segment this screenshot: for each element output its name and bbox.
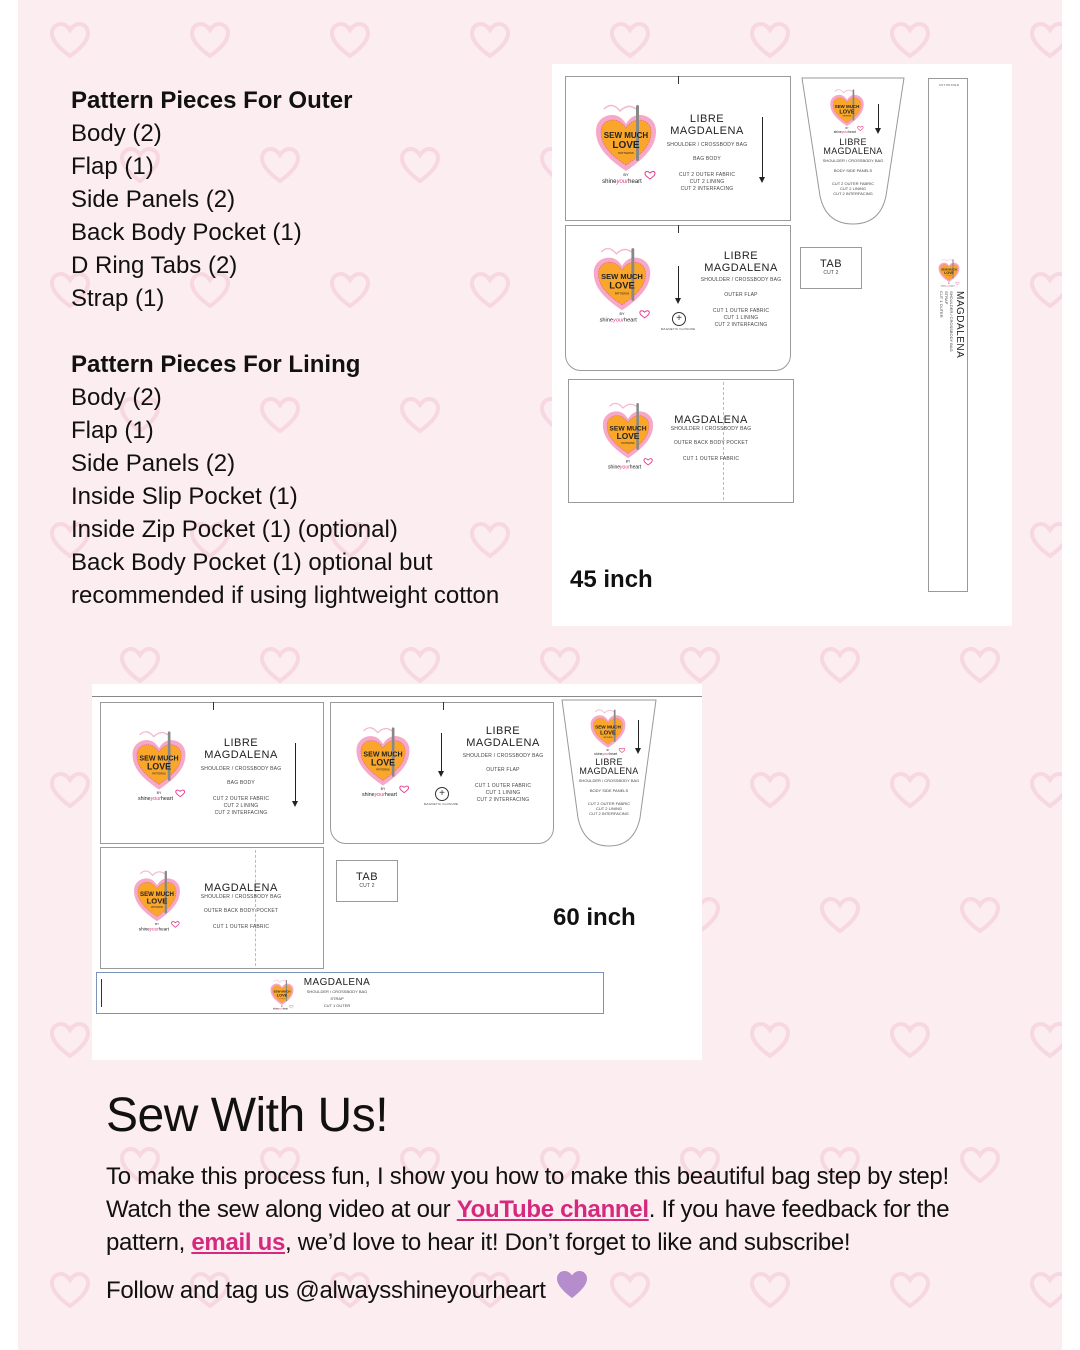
piece-name: OUTER BACK BODY POCKET	[673, 440, 749, 446]
back-pocket-piece	[568, 379, 794, 503]
piece-title: TAB	[819, 258, 843, 270]
notch-mark	[678, 225, 679, 233]
follow-line	[106, 1270, 588, 1307]
svg-text:PATTERNS: PATTERNS	[621, 442, 635, 446]
svg-text:BY: BY	[154, 922, 160, 926]
piece-name: STRAP	[330, 996, 344, 1001]
svg-text:PATTERNS: PATTERNS	[152, 772, 166, 776]
svg-text:LOVE: LOVE	[600, 730, 616, 737]
svg-text:LOVE: LOVE	[944, 271, 954, 276]
piece-cut-info: CUT 2	[823, 270, 839, 276]
lining-pieces-list	[71, 348, 499, 612]
svg-text:LOVE: LOVE	[276, 993, 288, 998]
svg-text:PATTERNS: PATTERNS	[151, 907, 163, 910]
svg-text:LOVE: LOVE	[371, 757, 395, 768]
list-item: Strap (1)	[71, 285, 165, 312]
piece-cut-info: CUT 1 OUTER	[323, 1003, 351, 1008]
piece-title: LIBRE MAGDALENA	[823, 137, 883, 156]
svg-text:shineyourheart: shineyourheart	[599, 317, 637, 324]
piece-name: OUTER BACK BODY POCKET	[203, 908, 279, 914]
list-item: Inside Zip Pocket (1) (optional)	[71, 516, 398, 543]
piece-cut-info: CUT 2	[359, 883, 375, 889]
piece-title: TAB	[355, 871, 379, 883]
list-item: Body (2)	[71, 384, 162, 411]
piece-title: LIBRE MAGDALENA	[466, 725, 540, 749]
svg-text:BY: BY	[948, 283, 950, 285]
piece-subtitle: SHOULDER / CROSSBODY BAG	[822, 158, 884, 163]
svg-text:PATTERNS: PATTERNS	[376, 768, 390, 772]
sew-much-love-logo	[269, 977, 295, 1016]
outer-list-heading: Pattern Pieces For Outer	[71, 87, 353, 114]
piece-title: LIBRE MAGDALENA	[670, 113, 744, 137]
text-segment: , we’d love to hear it! Don’t forget to like and subscribe!	[285, 1229, 851, 1256]
piece-subtitle: SHOULDER / CROSSBODY BAG	[306, 989, 368, 994]
svg-text:shineyourheart: shineyourheart	[138, 926, 170, 932]
feedback-line	[106, 1226, 850, 1259]
sew-much-love-logo	[828, 86, 866, 139]
svg-text:LOVE: LOVE	[839, 109, 855, 116]
outer-flap-piece	[330, 702, 554, 844]
svg-text:PATTERNS: PATTERNS	[618, 151, 634, 155]
svg-text:shineyourheart: shineyourheart	[602, 179, 642, 185]
svg-text:LOVE: LOVE	[147, 761, 171, 772]
svg-text:shineyourheart: shineyourheart	[594, 751, 618, 756]
piece-cut-info: CUT 2 OUTER FABRIC CUT 2 LINING CUT 2 INTERFACING	[831, 181, 875, 196]
piece-title: LIBRE MAGDALENA	[204, 737, 278, 761]
email-us-link[interactable]: email us	[191, 1229, 286, 1256]
svg-text:SEW MUCH: SEW MUCH	[601, 272, 643, 282]
piece-subtitle: SHOULDER / CROSSBODY BAG	[666, 142, 748, 148]
svg-text:SEW MUCH: SEW MUCH	[363, 751, 403, 759]
svg-text:BY: BY	[280, 1007, 284, 1008]
fold-marker	[101, 979, 102, 1007]
piece-name: BAG BODY	[693, 156, 721, 162]
list-item: D Ring Tabs (2)	[71, 252, 238, 279]
magnetic-closure-icon: +	[672, 312, 686, 326]
piece-subtitle: SHOULDER / CROSSBODY BAG	[462, 753, 544, 759]
grainline-arrow-icon	[678, 266, 679, 300]
svg-text:BY: BY	[845, 127, 849, 130]
notch-mark	[678, 76, 679, 84]
grainline-arrow-icon	[295, 743, 296, 803]
sew-much-love-logo	[353, 721, 413, 804]
closure-label: MAGNETIC CLOSURE	[660, 327, 696, 331]
follow-text: Follow and tag us @alwaysshineyourheart	[106, 1277, 546, 1304]
piece-cut-info: CUT 1 OUTER FABRIC CUT 1 LINING CUT 2 INTERFACING	[712, 308, 770, 328]
fabric-edge-line	[92, 696, 702, 697]
piece-name: BAG BODY	[227, 780, 255, 786]
svg-text:SEW MUCH: SEW MUCH	[595, 724, 621, 730]
piece-title: MAGDALENA	[303, 977, 371, 988]
sew-much-love-logo	[588, 706, 628, 761]
svg-text:SEW MUCH: SEW MUCH	[941, 267, 957, 272]
svg-text:PATTERNS: PATTERNS	[603, 736, 613, 739]
piece-title: MAGDALENA	[204, 882, 278, 894]
piece-title: LIBRE MAGDALENA	[579, 757, 639, 776]
sew-much-love-logo	[131, 866, 183, 937]
piece-subtitle: SHOULDER / CROSSBODY BAG	[700, 277, 782, 283]
svg-text:shineyourheart: shineyourheart	[137, 796, 173, 803]
piece-cut-info: CUT 2 OUTER FABRIC CUT 2 LINING CUT 2 INTERFACING	[678, 172, 736, 192]
list-item: Flap (1)	[71, 153, 154, 180]
text-segment: Watch the sew along video at our	[106, 1196, 457, 1223]
youtube-channel-link[interactable]: YouTube channel	[456, 1196, 649, 1223]
list-item: recommended if using lightweight cotton	[71, 582, 500, 609]
svg-text:PATTERNS: PATTERNS	[946, 276, 952, 278]
intro-line: To make this process fun, I show you how to make this beautiful bag step by step!	[106, 1163, 949, 1190]
svg-text:BY: BY	[380, 787, 386, 791]
list-item: Flap (1)	[71, 417, 154, 444]
piece-title: MAGDALENA	[674, 414, 748, 426]
svg-text:LOVE: LOVE	[609, 279, 635, 291]
text-segment: . If you have feedback for the	[648, 1196, 950, 1223]
outer-flap-piece	[565, 225, 791, 371]
svg-text:shineyourheart: shineyourheart	[940, 285, 955, 287]
piece-name: BODY SIDE PANELS	[589, 788, 629, 793]
svg-text:shineyourheart: shineyourheart	[272, 1008, 289, 1011]
list-item: Side Panels (2)	[71, 450, 236, 477]
sew-much-love-logo	[129, 725, 189, 808]
svg-text:BY: BY	[625, 459, 631, 464]
grainline-arrow-icon	[638, 720, 639, 750]
svg-text:SEW MUCH: SEW MUCH	[603, 131, 649, 140]
strap-piece	[928, 78, 968, 592]
layout-60-inch-sheet	[92, 684, 702, 1060]
bag-body-piece	[565, 76, 791, 221]
piece-cut-info: CUT 1 OUTER FABRIC CUT 1 LINING CUT 2 INTERFACING	[474, 783, 532, 803]
svg-text:SEW MUCH: SEW MUCH	[834, 103, 860, 109]
piece-cut-info: CUT 1 OUTER FABRIC	[212, 924, 270, 930]
sew-much-love-logo	[592, 99, 660, 190]
piece-name: OUTER FLAP	[724, 292, 758, 298]
svg-text:SEW MUCH: SEW MUCH	[140, 890, 174, 898]
piece-name: BODY SIDE PANELS	[833, 168, 873, 173]
grainline-arrow-icon	[441, 733, 442, 773]
cut-on-fold-label: CUT ON FOLD	[938, 83, 960, 87]
piece-subtitle: SHOULDER / CROSSBODY BAG	[200, 894, 282, 900]
back-pocket-piece	[100, 847, 324, 969]
svg-text:PATTERNS: PATTERNS	[842, 115, 852, 118]
piece-cut-info: CUT 2 OUTER FABRIC CUT 2 LINING CUT 2 INTERFACING	[212, 796, 270, 816]
svg-text:BY: BY	[623, 172, 629, 177]
strap-piece	[96, 972, 604, 1014]
svg-text:SEW MUCH: SEW MUCH	[609, 425, 647, 433]
svg-text:PATTERNS: PATTERNS	[279, 998, 285, 1000]
piece-subtitle: SHOULDER / CROSSBODY BAG	[200, 766, 282, 772]
piece-name: OUTER FLAP	[486, 767, 520, 773]
svg-text:LOVE: LOVE	[146, 896, 168, 906]
magnetic-closure-icon: +	[435, 787, 449, 801]
svg-text:BY: BY	[156, 791, 162, 795]
outer-pieces-list	[71, 84, 352, 315]
sew-much-love-logo	[937, 257, 961, 292]
text-segment: pattern,	[106, 1229, 192, 1256]
piece-title: LIBRE MAGDALENA	[704, 250, 778, 274]
svg-text:SEW MUCH: SEW MUCH	[273, 989, 291, 994]
piece-subtitle: SHOULDER / CROSSBODY BAG	[670, 426, 752, 432]
svg-text:BY: BY	[619, 312, 625, 316]
grainline-arrow-icon	[762, 117, 763, 179]
sew-much-love-logo	[599, 398, 657, 475]
fabric-width-label: 45 inch	[570, 566, 653, 593]
list-item: Side Panels (2)	[71, 186, 236, 213]
fabric-width-label: 60 inch	[553, 904, 636, 931]
strap-label-rotated: MAGDALENA SHOULDER / CROSSBODY BAG STRAP CUT 1 OUTER	[939, 291, 965, 359]
svg-text:LOVE: LOVE	[612, 140, 640, 151]
bag-body-piece	[100, 702, 324, 844]
tab-piece	[336, 860, 398, 902]
piece-cut-info: CUT 1 OUTER FABRIC	[682, 456, 740, 462]
svg-text:BY: BY	[606, 749, 610, 752]
list-item: Back Body Pocket (1)	[71, 219, 302, 246]
layout-45-inch-sheet	[552, 64, 1012, 626]
pattern-page	[18, 0, 1062, 1350]
purple-heart-icon	[556, 1270, 588, 1300]
list-item: Body (2)	[71, 120, 162, 147]
lining-list-heading: Pattern Pieces For Lining	[71, 351, 361, 378]
notch-mark	[213, 702, 214, 710]
video-line	[106, 1193, 949, 1226]
piece-subtitle: SHOULDER / CROSSBODY BAG	[578, 778, 640, 783]
sew-much-love-logo	[590, 242, 654, 329]
sew-with-us-heading: Sew With Us!	[106, 1089, 389, 1142]
svg-text:shineyourheart: shineyourheart	[608, 464, 642, 470]
grainline-arrow-icon	[878, 104, 879, 130]
notch-mark	[443, 702, 444, 710]
piece-cut-info: CUT 2 OUTER FABRIC CUT 2 LINING CUT 2 INTERFACING	[587, 801, 631, 816]
svg-text:shineyourheart: shineyourheart	[833, 129, 856, 134]
svg-text:LOVE: LOVE	[616, 431, 640, 442]
tab-piece	[800, 247, 862, 289]
svg-text:shineyourheart: shineyourheart	[361, 792, 397, 799]
closure-label: MAGNETIC CLOSURE	[423, 802, 459, 806]
svg-text:PATTERNS: PATTERNS	[614, 291, 630, 296]
svg-text:SEW MUCH: SEW MUCH	[139, 755, 179, 763]
list-item: Inside Slip Pocket (1)	[71, 483, 298, 510]
list-item: Back Body Pocket (1) optional but	[71, 549, 433, 576]
